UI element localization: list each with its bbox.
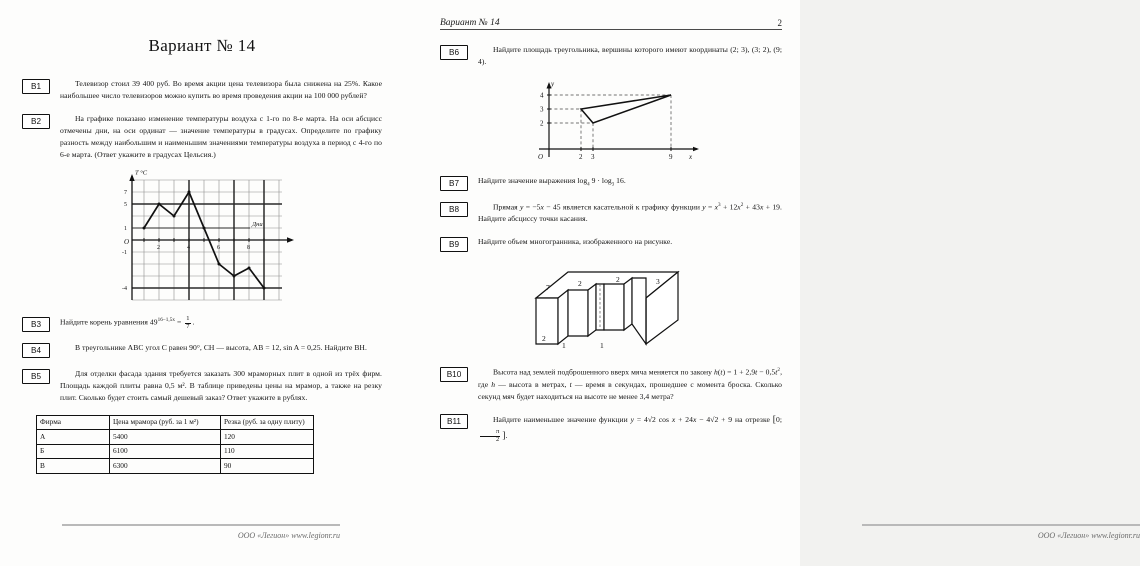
x-axis-label: x	[689, 152, 693, 161]
task-b5	[22, 368, 382, 405]
temperature-graph	[22, 169, 382, 304]
x-tick-2: 2	[579, 152, 583, 161]
table-row	[37, 444, 314, 459]
x-tick-9: 9	[669, 152, 673, 161]
polyhedron-figure	[440, 262, 782, 354]
cell-firm: А	[37, 430, 110, 445]
page-header	[440, 18, 782, 30]
table-header-row	[37, 415, 314, 430]
edge-label-3: 3	[656, 276, 660, 286]
task-b9	[440, 236, 782, 252]
y-axis-label: T °C	[135, 169, 148, 177]
footer-divider	[862, 524, 1140, 526]
task-text-b1: Телевизор стоил 39 400 руб. Во время акции цена телевизора была снижена на 25%. Какое наибольшее число телевизоров можно купить во время проведения акции на 100 000 рублей?	[60, 79, 382, 101]
y-tick-7: 7	[124, 189, 127, 196]
origin-label: O	[124, 237, 130, 246]
task-text-b4: В треугольнике ABC угол C равен 90°, CH — высота, AB = 12, sin A = 0,25. Найдите BH.	[75, 342, 367, 352]
task-tag-b1: B1	[22, 79, 50, 94]
task-text-b9: Найдите объем многогранника, изображенного на рисунке.	[478, 236, 673, 246]
cell-cutting-price: 120	[221, 430, 314, 445]
footer-divider	[62, 524, 340, 526]
task-b6	[440, 44, 782, 69]
x-tick-8: 8	[247, 244, 250, 251]
temperature-graph-svg	[102, 169, 302, 304]
x-tick-3: 3	[591, 152, 595, 161]
task-tag-b8: B8	[440, 202, 468, 217]
b3-exponent: 16−1,5x	[157, 316, 176, 323]
y-tick-5: 5	[124, 201, 127, 208]
task-text-b5: Для отделки фасада здания требуется заказать 300 мраморных плит в одной из трёх фирм. Площадь каждой плиты равна 0,5 м². В таблице приведены цены на мрамор, а также на резку плит. Сколько будет стоить самый дешевый заказ? Ответ укажите в рублях.	[60, 368, 382, 403]
edge-label-2-top-right: 2	[616, 274, 620, 284]
page-title-text: Вариант № 14	[148, 36, 256, 55]
task-b1	[22, 78, 382, 103]
task-b11	[440, 413, 782, 444]
left-column	[0, 0, 400, 566]
log-base-3: 3	[611, 182, 615, 188]
y-tick-2: 2	[540, 119, 544, 128]
x-tick-2: 2	[157, 244, 160, 251]
x-axis-label: Дни	[252, 220, 263, 228]
task-tag-b4: B4	[22, 343, 50, 358]
task-tag-b5: B5	[22, 369, 50, 384]
cell-firm: Б	[37, 444, 110, 459]
x-tick-4: 4	[187, 244, 190, 251]
task-b4	[22, 342, 382, 358]
task-text-b10: Высота над землей подброшенного вверх мяча меняется по закону $h(t) = 1 + 2,9t - 0,5t^2$, где h — высота в метрах, t — время в секундах, прошедшее с момента броска. Сколько секунд мяч будет находиться на высоте не менее 3,4 метра?	[478, 366, 783, 401]
b3-equals: =	[176, 317, 182, 327]
task-text-b7: Найдите значение выражения $\log_4 9 \cdot \log_3 16$.	[478, 175, 626, 188]
task-text-b11: Найдите наименьшее значение функции y = 4√2 cos x + 24x − 4√2 + 9 на отрезке [0; $\frac{\pi}{2}$ ].	[478, 413, 782, 444]
b11-fraction: $\frac{\pi}{2}$	[480, 429, 500, 443]
y-tick-4: 4	[540, 91, 544, 100]
header-variant-title: Вариант № 14	[440, 18, 500, 28]
task-tag-b6: B6	[440, 45, 468, 60]
page-title	[22, 36, 382, 56]
table-row	[37, 430, 314, 445]
cell-marble-price: 6300	[110, 459, 221, 474]
footer-left	[62, 524, 340, 540]
cell-firm: В	[37, 459, 110, 474]
triangle-plot	[440, 79, 782, 163]
footer-text: ООО «Легион» www.legionr.ru	[237, 531, 340, 540]
edge-label-7: 7	[546, 282, 550, 292]
y-tick-3: 3	[540, 105, 544, 114]
y-tick-neg1: -1	[122, 249, 127, 256]
triangle-plot-svg	[511, 79, 711, 163]
task-b3	[22, 316, 382, 332]
y-axis-label: y	[551, 79, 555, 88]
task-b8	[440, 201, 782, 226]
edge-label-1-left: 1	[562, 340, 566, 350]
table-row	[37, 459, 314, 474]
edge-label-2-bottom: 2	[542, 333, 546, 343]
table-header-firm: Фирма	[37, 415, 110, 430]
task-text-b8: Прямая y = −5x − 45 является касательной к графику функции $y = x^3 + 12x^2 + 43x + 19$. Найдите абсциссу точки касания.	[478, 201, 782, 224]
task-b10	[440, 366, 782, 403]
cell-marble-price: 6100	[110, 444, 221, 459]
b3-fraction-numerator: 1	[186, 315, 190, 323]
b3-suffix: .	[192, 317, 195, 327]
y-tick-neg4: -4	[122, 285, 127, 292]
log-base-4: 4	[587, 182, 590, 188]
edge-label-1-right: 1	[600, 340, 604, 350]
y-tick-1: 1	[124, 225, 127, 232]
task-text-b3	[60, 316, 382, 330]
task-tag-b7: B7	[440, 176, 468, 191]
task-tag-b9: B9	[440, 237, 468, 252]
task-tag-b11: B11	[440, 414, 468, 429]
price-table	[36, 415, 314, 474]
polyhedron-svg	[506, 262, 716, 354]
page-number: 2	[777, 18, 782, 28]
cell-marble-price: 5400	[110, 430, 221, 445]
task-tag-b3: B3	[22, 317, 50, 332]
task-text-b6: Найдите площадь треугольника, вершины которого имеют координаты (2; 3), (3; 2), (9; 4).	[478, 45, 782, 67]
footer-text: ООО «Легион» www.legionr.ru	[1037, 531, 1140, 540]
right-column	[400, 0, 1140, 566]
task-b2	[22, 113, 382, 162]
task-b7	[440, 175, 782, 191]
b3-fraction	[185, 316, 190, 330]
b3-prefix: Найдите корень уравнения 49	[60, 317, 158, 327]
x-tick-6: 6	[217, 244, 220, 251]
origin-label: O	[538, 152, 544, 161]
footer-right	[862, 524, 1140, 540]
table-header-cutting-price: Резка (руб. за одну плиту)	[221, 415, 314, 430]
edge-label-2-top-left: 2	[578, 278, 582, 288]
task-tag-b10: B10	[440, 367, 468, 382]
task-text-b2: На графике показано изменение температуры воздуха с 1-го по 8-е марта. На оси абсцисс отмечены дни, на оси ординат — значение температуры в градусах. Определите по графику разность между наибольшим и наименьшим значениями температуры воздуха в период с 4-го по 6-е марта. (Ответ укажите в градусах Цельсия.)	[60, 113, 382, 160]
cell-cutting-price: 110	[221, 444, 314, 459]
cell-cutting-price: 90	[221, 459, 314, 474]
task-tag-b2: B2	[22, 114, 50, 129]
table-header-marble-price: Цена мрамора (руб. за 1 м²)	[110, 415, 221, 430]
b3-fraction-denominator: 7	[186, 322, 190, 330]
